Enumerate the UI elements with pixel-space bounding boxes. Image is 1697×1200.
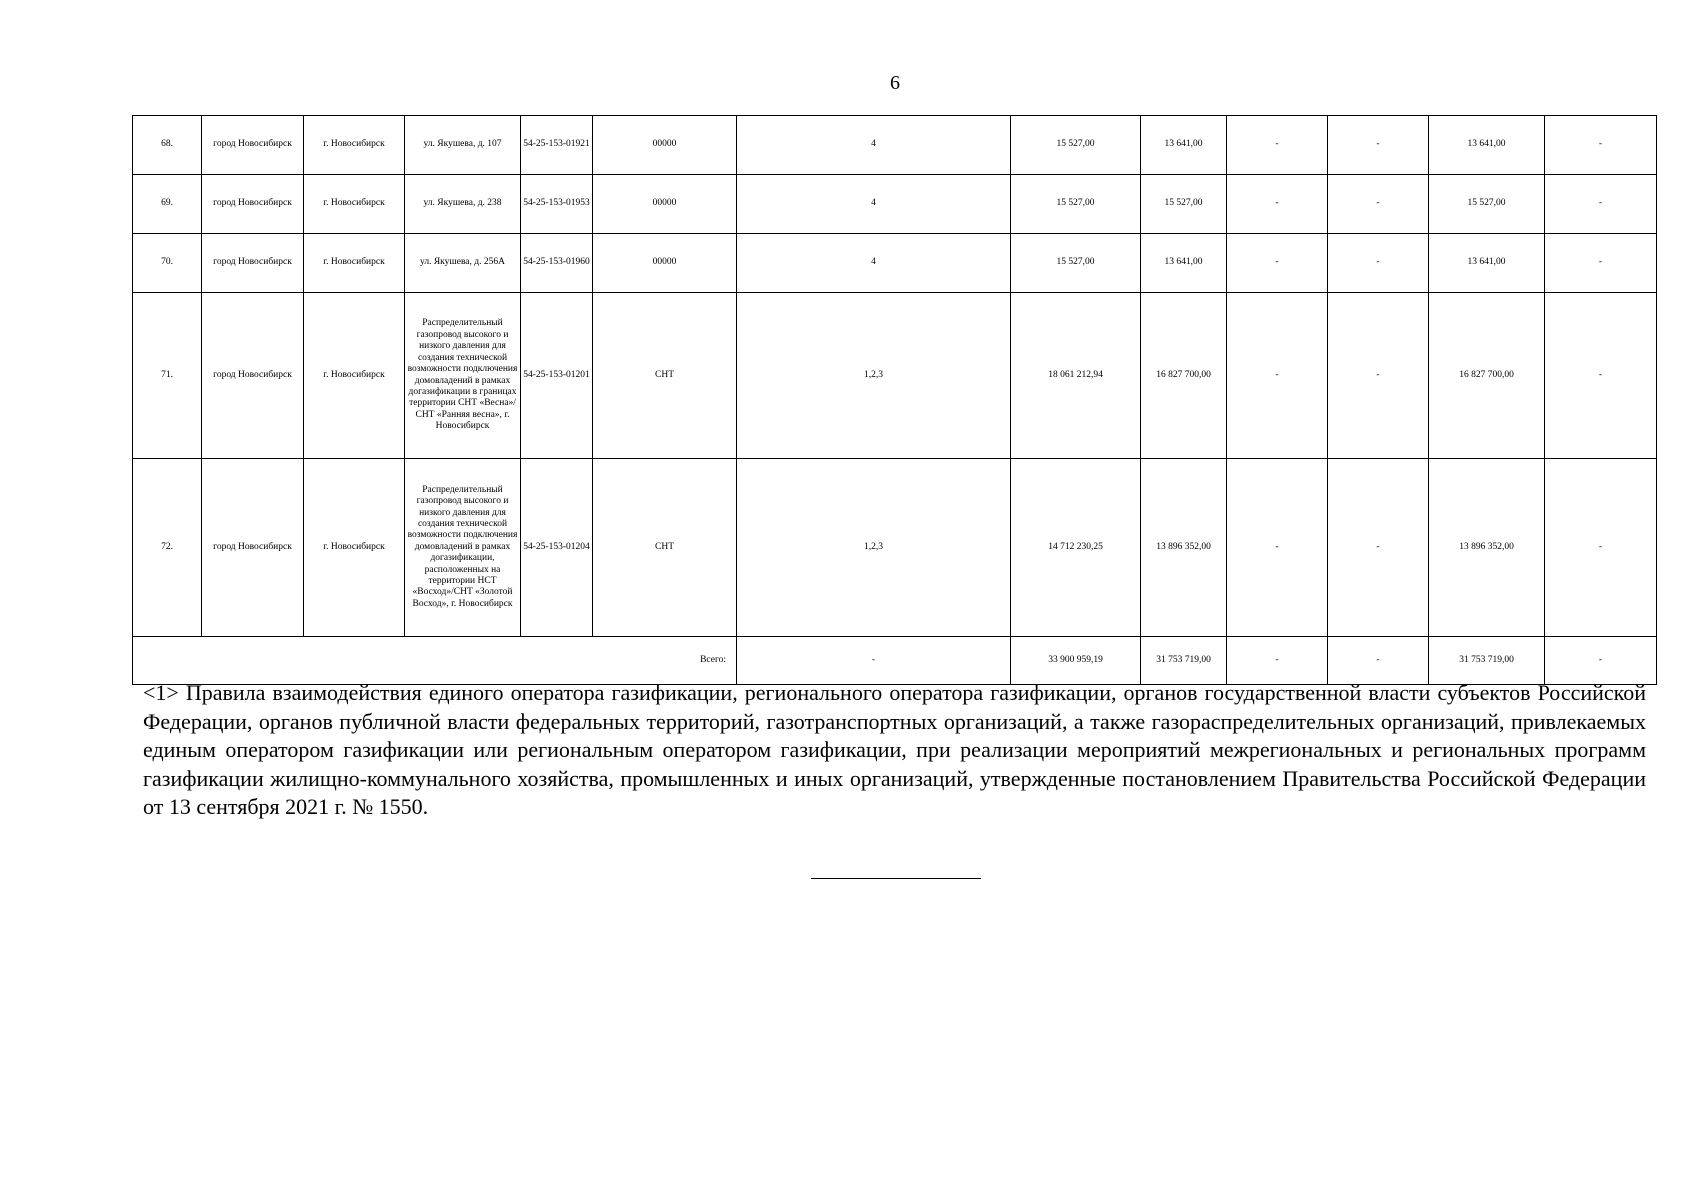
settlement-cell: г. Новосибирск	[304, 234, 405, 293]
value-cell: -	[1227, 459, 1328, 637]
table-row	[133, 459, 1657, 637]
table-row	[133, 116, 1657, 175]
cadastre-cell: 54-25-153-01921	[521, 116, 593, 175]
table-row	[133, 175, 1657, 234]
value-cell: 13 641,00	[1429, 234, 1545, 293]
cost-total-cell: 18 061 212,94	[1011, 293, 1141, 459]
categories-cell: -	[737, 637, 1011, 685]
value-cell: -	[1328, 637, 1429, 685]
cadastre-cell: 54-25-153-01960	[521, 234, 593, 293]
code-cell: 00000	[593, 234, 737, 293]
categories-cell: 4	[737, 116, 1011, 175]
settlement-cell: г. Новосибирск	[304, 293, 405, 459]
table-row	[133, 293, 1657, 459]
cadastre-cell: 54-25-153-01204	[521, 459, 593, 637]
municipality-cell: город Новосибирск	[202, 459, 304, 637]
row-number: 68.	[133, 116, 202, 175]
cost-funding-cell: 13 641,00	[1141, 234, 1227, 293]
value-cell: 13 641,00	[1429, 116, 1545, 175]
row-number: 70.	[133, 234, 202, 293]
object-cell: Распределительный газопровод высокого и низкого давления для создания технической возможности подключения домовладений в рамках догазификации, расположенных на территории НСТ «Восход»/СНТ «Золотой Восход», г. Новосибирск	[405, 459, 521, 637]
value-cell: -	[1545, 637, 1657, 685]
gasification-table	[132, 115, 1657, 685]
value-cell: -	[1328, 459, 1429, 637]
end-rule	[811, 878, 981, 879]
cost-funding-cell: 13 641,00	[1141, 116, 1227, 175]
municipality-cell: город Новосибирск	[202, 234, 304, 293]
table-row	[133, 234, 1657, 293]
categories-cell: 1,2,3	[737, 459, 1011, 637]
value-cell: -	[1328, 175, 1429, 234]
municipality-cell: город Новосибирск	[202, 116, 304, 175]
value-cell: -	[1545, 459, 1657, 637]
settlement-cell: г. Новосибирск	[304, 175, 405, 234]
row-number: 69.	[133, 175, 202, 234]
value-cell: -	[1545, 234, 1657, 293]
value-cell: -	[1227, 175, 1328, 234]
cost-total-cell: 15 527,00	[1011, 116, 1141, 175]
code-cell: 00000	[593, 116, 737, 175]
value-cell: 31 753 719,00	[1429, 637, 1545, 685]
value-cell: 16 827 700,00	[1429, 293, 1545, 459]
value-cell: -	[1545, 116, 1657, 175]
total-label: Всего:	[133, 637, 737, 685]
value-cell: -	[1328, 293, 1429, 459]
cadastre-cell: 54-25-153-01201	[521, 293, 593, 459]
settlement-cell: г. Новосибирск	[304, 459, 405, 637]
cost-total-cell: 14 712 230,25	[1011, 459, 1141, 637]
row-number: 71.	[133, 293, 202, 459]
cost-funding-cell: 15 527,00	[1141, 175, 1227, 234]
municipality-cell: город Новосибирск	[202, 175, 304, 234]
categories-cell: 1,2,3	[737, 293, 1011, 459]
value-cell: -	[1545, 293, 1657, 459]
categories-cell: 4	[737, 234, 1011, 293]
total-row	[133, 637, 1657, 685]
page-number: 6	[890, 72, 900, 94]
cost-funding-cell: 16 827 700,00	[1141, 293, 1227, 459]
cost-funding-cell: 31 753 719,00	[1141, 637, 1227, 685]
value-cell: -	[1328, 234, 1429, 293]
row-number: 72.	[133, 459, 202, 637]
municipality-cell: город Новосибирск	[202, 293, 304, 459]
object-cell: ул. Якушева, д. 256А	[405, 234, 521, 293]
value-cell: -	[1227, 293, 1328, 459]
object-cell: ул. Якушева, д. 107	[405, 116, 521, 175]
cost-total-cell: 15 527,00	[1011, 234, 1141, 293]
settlement-cell: г. Новосибирск	[304, 116, 405, 175]
object-cell: Распределительный газопровод высокого и низкого давления для создания технической возможности подключения домовладений в рамках догазификации в границах территории СНТ «Весна»/СНТ «Ранняя весна», г. Новосибирск	[405, 293, 521, 459]
code-cell: СНТ	[593, 293, 737, 459]
code-cell: 00000	[593, 175, 737, 234]
value-cell: 15 527,00	[1429, 175, 1545, 234]
value-cell: -	[1227, 116, 1328, 175]
value-cell: -	[1328, 116, 1429, 175]
footnote: <1> Правила взаимодействия единого оператора газификации, регионального оператора газификации, органов государственной власти субъектов Российской Федерации, органов публичной власти федеральных территорий, газотранспортных организаций, а также газораспределительных организаций, привлекаемых единым оператором газификации или региональным оператором газификации, при реализации мероприятий межрегиональных и региональных программ газификации жилищно-коммунального хозяйства, промышленных и иных организаций, утвержденные постановлением Правительства Российской Федерации от 13 сентября 2021 г. № 1550.	[143, 680, 1646, 819]
value-cell: -	[1227, 234, 1328, 293]
cost-total-cell: 15 527,00	[1011, 175, 1141, 234]
code-cell: СНТ	[593, 459, 737, 637]
value-cell: -	[1227, 637, 1328, 685]
categories-cell: 4	[737, 175, 1011, 234]
cadastre-cell: 54-25-153-01953	[521, 175, 593, 234]
object-cell: ул. Якушева, д. 238	[405, 175, 521, 234]
value-cell: 13 896 352,00	[1429, 459, 1545, 637]
cost-total-cell: 33 900 959,19	[1011, 637, 1141, 685]
value-cell: -	[1545, 175, 1657, 234]
cost-funding-cell: 13 896 352,00	[1141, 459, 1227, 637]
